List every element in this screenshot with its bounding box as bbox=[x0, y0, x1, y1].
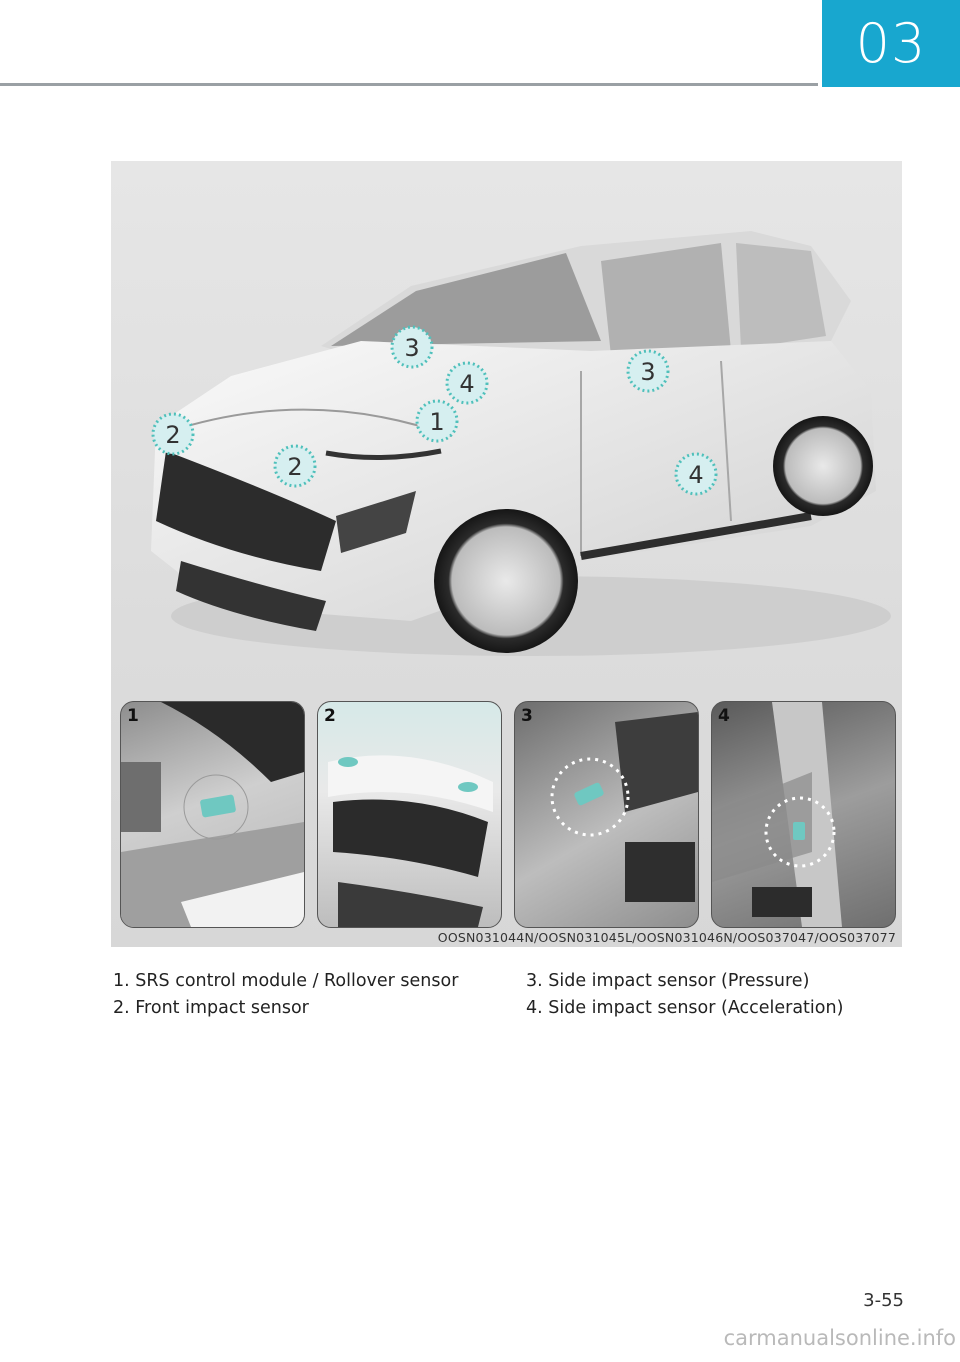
inset-pressure-sensor bbox=[514, 701, 699, 928]
marker-2-left bbox=[153, 414, 193, 454]
legend-right bbox=[526, 968, 843, 1022]
inset-1-illustration bbox=[121, 702, 304, 927]
watermark: carmanualsonline.info bbox=[723, 1326, 956, 1350]
marker-2-right bbox=[275, 446, 315, 486]
marker-3-mirror bbox=[628, 351, 668, 391]
marker-label: 1 bbox=[429, 408, 445, 436]
marker-label: 2 bbox=[165, 421, 181, 449]
inset-number: 4 bbox=[718, 706, 730, 726]
legend-item: 2. Front impact sensor bbox=[113, 998, 309, 1018]
car-illustration bbox=[111, 161, 902, 701]
inset-srs-module bbox=[120, 701, 305, 928]
legend-item: 1. SRS control module / Rollover sensor bbox=[113, 971, 459, 991]
figure-code: OOSN031044N/OOSN031045L/OOSN031046N/OOS037047/OOS037077 bbox=[437, 930, 896, 945]
marker-4-door bbox=[676, 454, 716, 494]
inset-number: 1 bbox=[127, 706, 139, 726]
marker-3-windshield bbox=[392, 327, 432, 367]
inset-number: 3 bbox=[521, 706, 533, 726]
marker-1-center bbox=[417, 401, 457, 441]
marker-label: 4 bbox=[459, 370, 475, 398]
legend-item: 3. Side impact sensor (Pressure) bbox=[526, 971, 810, 991]
marker-label: 2 bbox=[287, 453, 303, 481]
legend-item: 4. Side impact sensor (Acceleration) bbox=[526, 998, 844, 1018]
legend-left bbox=[113, 968, 458, 1022]
marker-label: 4 bbox=[688, 461, 704, 489]
inset-number: 2 bbox=[324, 706, 336, 726]
inset-front-sensor bbox=[317, 701, 502, 928]
marker-label: 3 bbox=[640, 358, 656, 386]
marker-label: 3 bbox=[404, 334, 420, 362]
inset-3-illustration bbox=[515, 702, 698, 927]
inset-4-illustration bbox=[712, 702, 895, 927]
sensor-location-figure bbox=[111, 161, 902, 947]
marker-4-cowl bbox=[447, 363, 487, 403]
inset-2-illustration bbox=[318, 702, 501, 927]
chapter-tab: 03 bbox=[822, 0, 960, 87]
header-rule bbox=[0, 83, 818, 86]
page-number: 3-55 bbox=[863, 1290, 904, 1311]
inset-acceleration-sensor bbox=[711, 701, 896, 928]
